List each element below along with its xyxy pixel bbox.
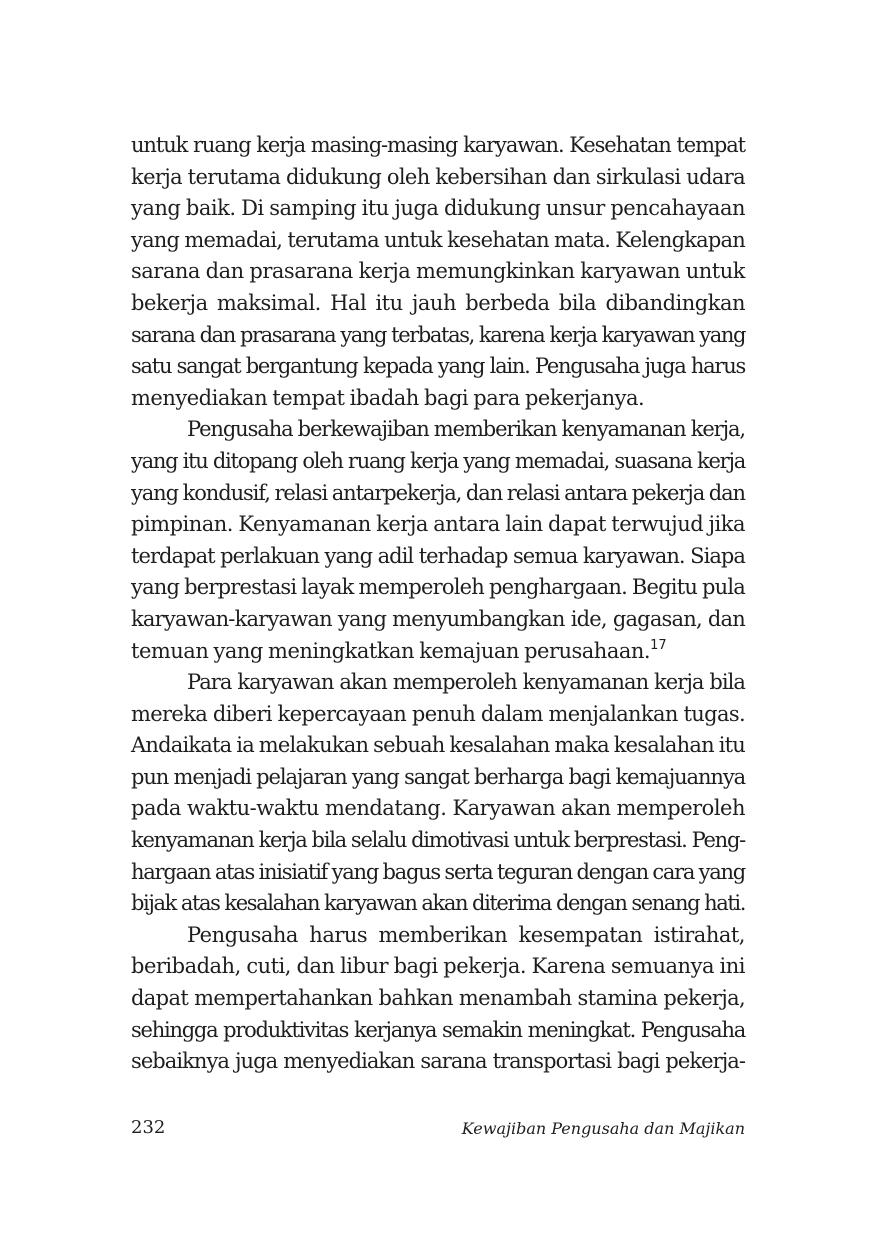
text-line: yang memadai, terutama untuk kesehatan mata. Kelengkapan: [131, 227, 745, 252]
text-line: bekerja maksimal. Hal itu jauh berbeda bila dibandingkan: [131, 290, 745, 315]
text-line: untuk ruang kerja masing-masing karyawan. Kesehatan tempat: [131, 133, 745, 157]
text-line: yang baik. Di samping itu juga didukung unsur pencahayaan: [131, 196, 745, 221]
text-line: sarana dan prasarana kerja memungkinkan karyawan untuk: [131, 259, 745, 284]
running-title: Kewajiban Pengusaha dan Majikan: [461, 1119, 745, 1138]
text-line: Pengusaha harus memberikan kesempatan istirahat,: [187, 922, 745, 947]
text-line: dapat mempertahankan bahkan menambah stamina pekerja,: [131, 986, 745, 1011]
text-line: pun menjadi pelajaran yang sangat berharga bagi kemajuannya: [131, 764, 745, 789]
text-line: pimpinan. Kenyamanan kerja antara lain dapat terwujud jika: [131, 512, 745, 537]
text-line: bijak atas kesalahan karyawan akan diterima dengan senang hati.: [131, 891, 745, 916]
text-line: Para karyawan akan memperoleh kenyamanan kerja bila: [187, 670, 745, 695]
text-line: karyawan-karyawan yang menyumbangkan ide, gagasan, dan: [131, 606, 745, 631]
paragraph-3: [131, 667, 745, 920]
text-line: Pengusaha berkewajiban memberikan kenyamanan kerja,: [187, 417, 745, 442]
text-line: mereka diberi kepercayaan penuh dalam menjalankan tugas.: [131, 701, 745, 726]
text-line: pada waktu-waktu mendatang. Karyawan akan memperoleh: [131, 796, 745, 821]
paragraph-2: [131, 414, 745, 667]
footnote-reference[interactable]: 17: [650, 637, 667, 653]
text-line: Andaikata ia melakukan sebuah kesalahan maka kesalahan itu: [131, 733, 745, 758]
text-line: hargaan atas inisiatif yang bagus serta teguran dengan cara yang: [131, 859, 745, 884]
text-line: yang itu ditopang oleh ruang kerja yang memadai, suasana kerja: [131, 448, 745, 473]
text-line: satu sangat bergantung kepada yang lain. Pengusaha juga harus: [131, 354, 745, 379]
text-line: kerja terutama didukung oleh kebersihan dan sirkulasi udara: [131, 164, 745, 189]
text-line: yang kondusif, relasi antarpekerja, dan relasi antara pekerja dan: [131, 480, 745, 505]
text-line: sehingga produktivitas kerjanya semakin meningkat. Pengusaha: [131, 1017, 745, 1042]
paragraph-1: [131, 130, 745, 414]
text-line: kenyamanan kerja bila selalu dimotivasi untuk berprestasi. Peng-: [131, 828, 745, 853]
text-line: [131, 636, 745, 668]
paragraph-4: [131, 920, 745, 1078]
text-line: beribadah, cuti, dan libur bagi pekerja. Karena semuanya ini: [131, 954, 745, 979]
page-number: 232: [131, 1117, 166, 1138]
text-line: terdapat perlakuan yang adil terhadap semua karyawan. Siapa: [131, 543, 745, 568]
text-line: sebaiknya juga menyediakan sarana transportasi bagi pekerja-: [131, 1049, 745, 1074]
body-text: [131, 130, 745, 1078]
text-line: menyediakan tempat ibadah bagi para pekerjanya.: [131, 385, 645, 410]
text-line: sarana dan prasarana yang terbatas, karena kerja karyawan yang: [131, 322, 745, 347]
text-line: yang berprestasi layak memperoleh penghargaan. Begitu pula: [131, 575, 745, 600]
text-line-content: temuan yang meningkatkan kemajuan perusahaan.: [131, 638, 651, 663]
